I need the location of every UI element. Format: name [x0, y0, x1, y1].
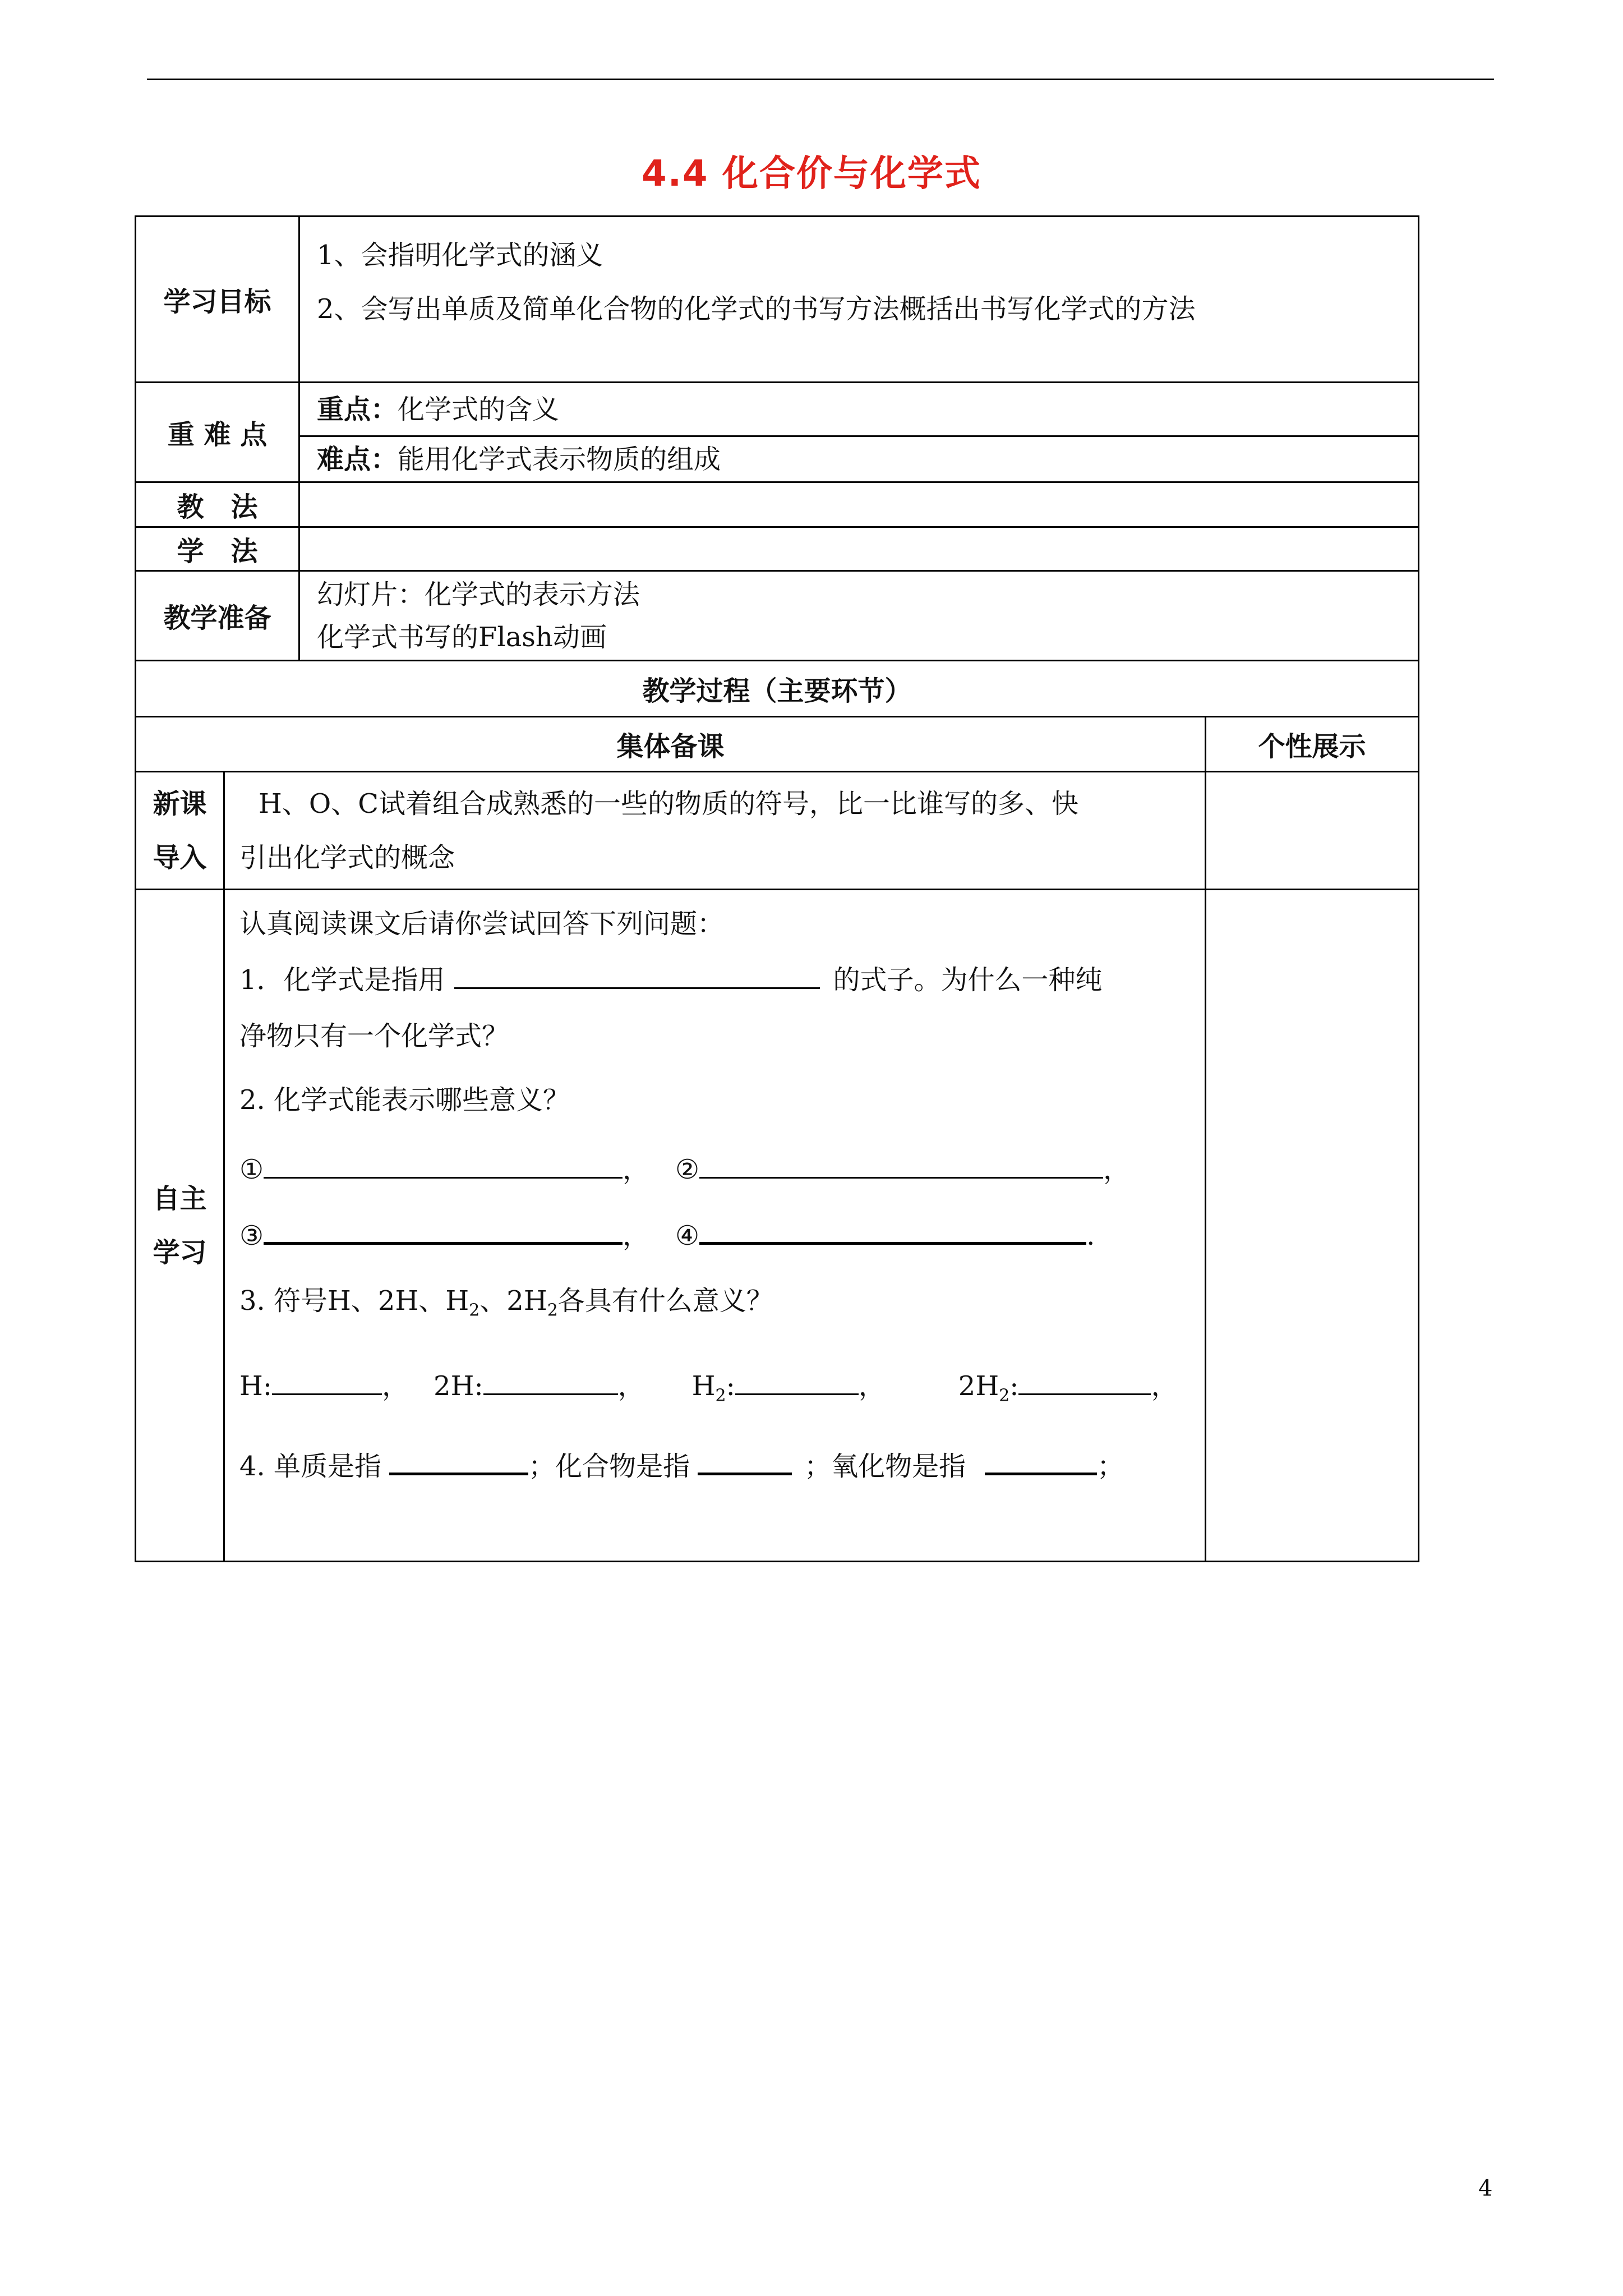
intro-line-1: H、O、C试着组合成熟悉的一些的物质的符号，比一比谁写的多、快 [259, 788, 1078, 820]
question-4: 4. 单质是指 ；化合物是指 ；氧化物是指 ； [225, 1438, 1205, 1494]
intro-line-2: 引出化学式的概念 [239, 841, 455, 873]
answer-blank-h[interactable] [272, 1369, 382, 1395]
question-1: 1．化学式是指用 的式子。为什么一种纯 [225, 952, 1205, 1008]
columns-row [136, 717, 1419, 772]
answer-blank-compound[interactable] [698, 1448, 792, 1475]
answer-blank-m1[interactable] [264, 1152, 623, 1179]
objective-2: 2、会写出单质及简单化合物的化学式的书写方法概括出书写化学式的方法 [317, 293, 1196, 325]
intro-personal-cell [1206, 772, 1419, 890]
teaching-method-value [299, 482, 1419, 527]
difficulty-text: 能用化学式表示物质的组成 [398, 443, 721, 475]
teaching-method-label: 教 法 [136, 482, 299, 527]
self-study-label: 自主学习 [136, 890, 224, 1562]
teaching-method-row [136, 482, 1419, 527]
preparation-row [136, 571, 1419, 661]
lesson-plan-table [135, 215, 1419, 1562]
answer-blank-h2[interactable] [735, 1369, 859, 1395]
focus-text: 化学式的含义 [398, 393, 560, 425]
self-study-row [136, 890, 1419, 1562]
key-points-label: 重 难 点 [136, 383, 299, 482]
answer-blank-2h[interactable] [483, 1369, 618, 1395]
objectives-row [136, 217, 1419, 383]
header-rule [147, 79, 1494, 80]
objectives-label: 学习目标 [136, 217, 299, 383]
collective-column-header: 集体备课 [136, 717, 1206, 772]
answer-blank-element[interactable] [389, 1448, 528, 1475]
page-title: 4.4 化合价与化学式 [642, 153, 981, 195]
learning-method-value [299, 527, 1419, 571]
question-3: 3. 符号H、2H、$H_2$、$2H_2$各具有什么意义？ [239, 1285, 773, 1320]
instruction-text: 认真阅读课文后请你尝试回答下列问题： [239, 908, 725, 940]
self-study-personal-cell [1206, 890, 1419, 1562]
difficulty-row [136, 436, 1419, 482]
learning-method-label: 学 法 [136, 527, 299, 571]
symbol-answers: H: ， 2H: ， $H_2$: ， $2H_2$: ， [225, 1358, 1205, 1424]
question-1-line-2: 净物只有一个化学式？ [239, 1020, 509, 1052]
page-number: 4 [1478, 2175, 1493, 2201]
intro-label: 新课导入 [136, 772, 224, 890]
difficulty-label: 难点： [317, 443, 398, 475]
preparation-item-1: 幻灯片：化学式的表示方法 [317, 578, 640, 610]
personal-column-header: 个性展示 [1206, 717, 1419, 772]
intro-row [136, 772, 1419, 890]
meaning-row-2: ③ ， ④ . [225, 1208, 1205, 1264]
answer-blank-m2[interactable] [699, 1152, 1103, 1179]
answer-blank-q1[interactable] [454, 963, 820, 989]
process-header: 教学过程（主要环节） [136, 661, 1419, 717]
answer-blank-m4[interactable] [699, 1217, 1086, 1245]
focus-label: 重点： [317, 393, 398, 425]
focus-row [136, 383, 1419, 436]
answer-blank-m3[interactable] [264, 1217, 623, 1245]
question-2: 2. 化学式能表示哪些意义？ [239, 1084, 570, 1116]
learning-method-row [136, 527, 1419, 571]
process-header-row [136, 661, 1419, 717]
answer-blank-2h2[interactable] [1018, 1369, 1151, 1395]
objective-1: 1、会指明化学式的涵义 [317, 240, 603, 271]
meaning-row-1: ① ， ② ， [225, 1142, 1205, 1198]
answer-blank-oxide[interactable] [985, 1448, 1097, 1475]
preparation-item-2: 化学式书写的Flash动画 [317, 621, 607, 653]
preparation-label: 教学准备 [136, 571, 299, 661]
